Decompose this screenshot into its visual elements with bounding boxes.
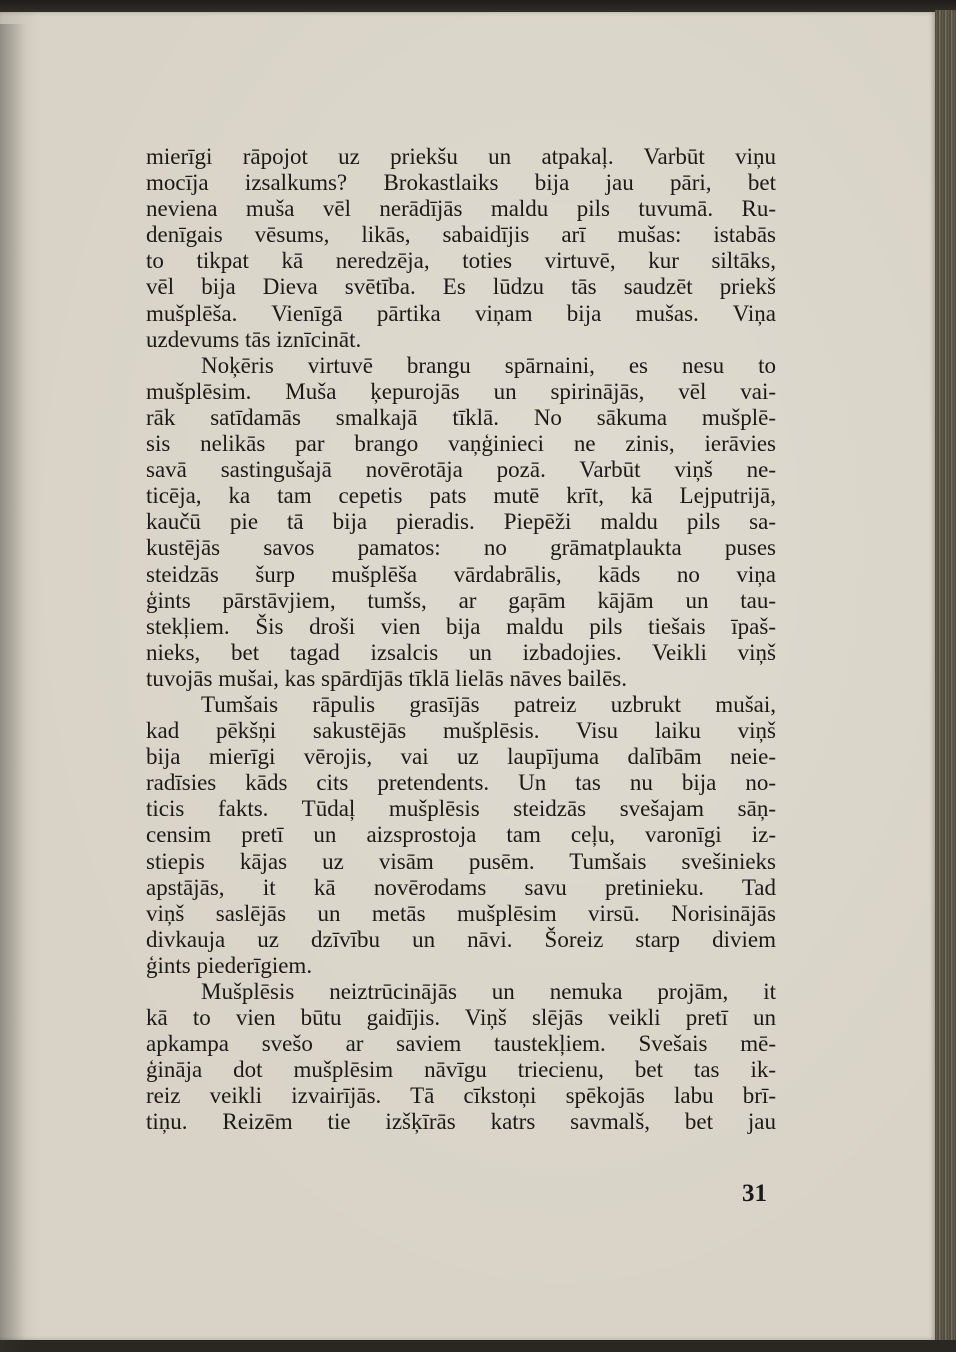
text-line: kustējās savos pamatos: no grāmatplaukta puses (146, 535, 776, 561)
text-line: stekļiem. Šis droši vien bija maldu pils tiešais īpaš- (146, 613, 776, 639)
text-line: Tumšais rāpulis grasījās patreiz uzbrukt mušai, (201, 691, 776, 717)
text-line: sis nelikās par brango vaņģinieci ne zinis, ierāvies (146, 431, 776, 457)
text-line: apstājās, it kā novērodams savu pretinieku. Tad (146, 874, 776, 900)
text-line: reiz veikli izvairījās. Tā cīkstoņi spēkojās labu brī- (146, 1083, 776, 1109)
text-line: rāk satīdamās smalkajā tīklā. No sākuma mušplē- (146, 404, 776, 430)
text-line: ģints piederīgiem. (146, 952, 313, 978)
text-line: mušplēsim. Muša ķepurojās un spirinājās, vēl vai- (146, 378, 776, 404)
text-line: kā to vien būtu gaidījis. Viņš slējās veikli pretī un (146, 1005, 776, 1031)
text-line: bija mierīgi vērojis, vai uz laupījuma dalībām neie- (146, 744, 776, 770)
text-line: to tikpat kā neredzēja, toties virtuvē, kur siltāks, (146, 248, 776, 274)
text-line: stiepis kājas uz visām pusēm. Tumšais svešinieks (146, 848, 776, 874)
text-line: viņš saslējās un metās mušplēsim virsū. Norisinājās (146, 900, 776, 926)
book-page-edges (935, 10, 956, 1340)
page-number: 31 (742, 1180, 767, 1207)
text-line: mocīja izsalkums? Brokastlaiks bija jau pāri, bet (146, 170, 776, 196)
text-line: vēl bija Dieva svētība. Es lūdzu tās saudzēt priekš (146, 274, 776, 300)
text-line: tiņu. Reizēm tie izšķīrās katrs savmalš, bet jau (146, 1109, 776, 1135)
text-line: ģināja dot mušplēsim nāvīgu triecienu, bet tas ik- (146, 1057, 776, 1083)
page-binding-shadow (0, 24, 26, 1352)
text-line: Mušplēsis neiztrūcinājās un nemuka projām, it (201, 979, 776, 1004)
text-line: radīsies kāds cits pretendents. Un tas nu bija no- (146, 770, 776, 796)
text-line: mierīgi rāpojot uz priekšu un atpakaļ. Varbūt viņu (146, 144, 776, 169)
text-line: apkampa svešo ar saviem taustekļiem. Svešais mē- (146, 1031, 776, 1057)
text-line: nieks, bet tagad izsalcis un izbadojies. Veikli viņš (146, 639, 776, 665)
text-line: ticis fakts. Tūdaļ mušplēsis steidzās svešajam sāņ- (146, 796, 776, 822)
text-line: mušplēša. Vienīgā pārtika viņam bija mušas. Viņa (146, 300, 776, 326)
body-text (146, 144, 776, 1136)
text-line: tuvojās mušai, kas spārdījās tīklā lielās nāves bailēs. (146, 665, 627, 691)
text-line: divkauja uz dzīvību un nāvi. Šoreiz starp diviem (146, 926, 776, 952)
text-line: ticēja, ka tam cepetis pats mutē krīt, kā Lejputrijā, (146, 483, 776, 509)
text-line: steidzās šurp mušplēša vārdabrālis, kāds no viņa (146, 561, 776, 587)
text-line: neviena muša vēl nerādījās maldu pils tuvumā. Ru- (146, 196, 776, 222)
text-line: denīgais vēsums, likās, sabaidījis arī mušas: istabās (146, 222, 776, 248)
text-line: uzdevums tās iznīcināt. (146, 326, 362, 352)
text-line: ģints pārstāvjiem, tumšs, ar gaŗām kājām un tau- (146, 587, 776, 613)
text-line: censim pretī un aizsprostoja tam ceļu, varonīgi iz- (146, 822, 776, 848)
text-line: kaučū pie tā bija pieradis. Piepēži maldu pils sa- (146, 509, 776, 535)
text-line: savā sastingušajā novērotāja pozā. Varbūt viņš ne- (146, 457, 776, 483)
text-line: Noķēris virtuvē brangu spārnaini, es nesu to (201, 352, 776, 378)
text-line: kad pēkšņi sakustējās mušplēsis. Visu laiku viņš (146, 718, 776, 744)
